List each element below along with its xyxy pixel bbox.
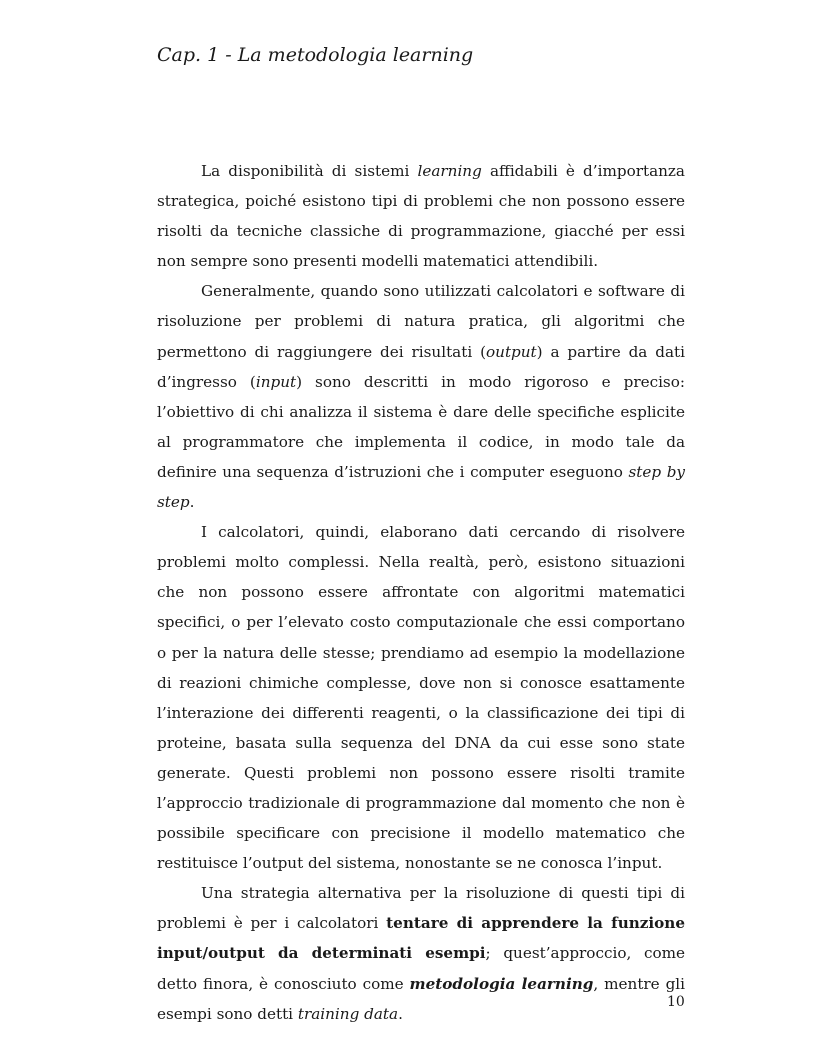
text-segment: . (398, 1004, 403, 1023)
paragraph (157, 276, 685, 517)
page-number: 10 (667, 994, 685, 1010)
body-text (157, 156, 685, 1029)
text-segment: I calcolatori, quindi, elaborano dati cercando di risolvere problemi molto complessi. Nella realtà, però, esistono situazioni che non possono essere affrontate con algoritmi matematici specifici, o per l’elevato costo computazionale che essi comportano o per la natura delle stesse; prendiamo ad esempio la modellazione di reazioni chimiche complesse, dove non si conosce esattamente l’interazione dei differenti reagenti, o la classificazione dei tipi di proteine, basata sulla sequenza del DNA da cui esse sono state generate. Questi problemi non possono essere risolti tramite l’approccio tradizionale di programmazione dal momento che non è possibile specificare con precisione il modello matematico che restituisce l’output del sistema, nonostante se ne conosca l’input. (157, 523, 685, 873)
text-segment: Una strategia alternativa per la risoluzione di questi tipi di problemi è per i calcolatori (157, 884, 685, 933)
paragraph (157, 878, 685, 1028)
text-segment: input (255, 372, 297, 391)
text-segment: ; quest’approccio, come detto finora, è conosciuto come (157, 944, 685, 993)
text-segment: step by step (157, 462, 685, 512)
text-segment: metodologia learning (409, 974, 594, 993)
text-segment: tentare di apprendere la funzione input/output da determinati esempi (157, 914, 686, 963)
running-header: Cap. 1 - La metodologia learning (157, 44, 474, 66)
text-segment: learning (417, 162, 482, 180)
text-segment: . (189, 493, 195, 512)
text-segment: ) sono descritti in modo rigoroso e preciso: l’obiettivo di chi analizza il sistema è dare delle specifiche esplicite al programmatore che implementa il codice, in modo tale da definire una sequenza d’istruzioni che i computer eseguono (157, 372, 685, 481)
text-segment: ) a partire da dati d’ingresso ( (157, 342, 685, 391)
paragraph (157, 156, 685, 276)
text-segment: La disponibilità di sistemi (201, 162, 418, 180)
text-segment: output (486, 342, 537, 361)
text-segment: , mentre gli esempi sono detti (157, 974, 686, 1023)
text-segment: training data (297, 1004, 399, 1023)
text-segment: affidabili è d’importanza strategica, poiché esistono tipi di problemi che non possono essere risolti da tecniche classiche di programmazione, giacché per essi non sempre sono presenti modelli matematici attendibili. (157, 162, 685, 271)
paragraph (157, 517, 685, 878)
text-segment: Generalmente, quando sono utilizzati calcolatori e software di risoluzione per problemi di natura pratica, gli algoritmi che permettono di raggiungere dei risultati ( (157, 282, 685, 361)
